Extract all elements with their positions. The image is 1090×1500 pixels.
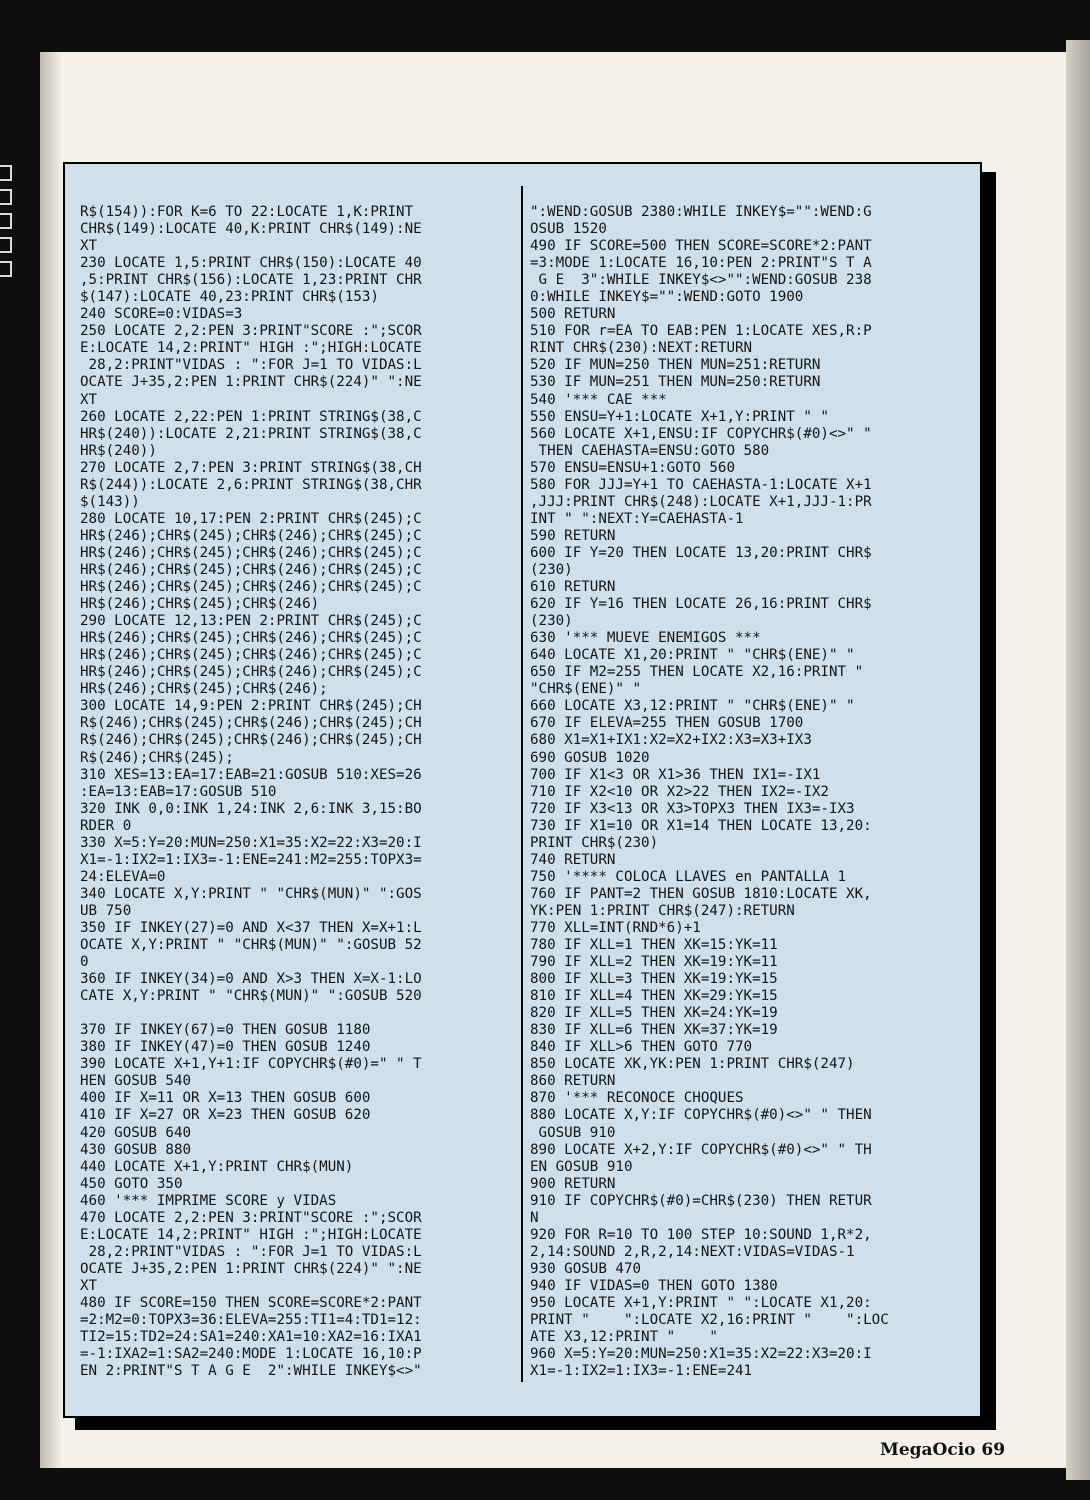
code-line: HR$(246);CHR$(245);CHR$(246);CHR$(245);C [80, 579, 422, 596]
listing-right-column [530, 204, 970, 1380]
code-line: HR$(240)) [80, 442, 157, 459]
code-line: 420 GOSUB 640 [80, 1124, 192, 1141]
code-line: R$(244)):LOCATE 2,6:PRINT STRING$(38,CHR [80, 476, 422, 493]
code-line: 340 LOCATE X,Y:PRINT " "CHR$(MUN)" ":GOS [80, 885, 422, 902]
code-line: 710 IF X2<10 OR X2>22 THEN IX2=-IX2 [530, 783, 829, 800]
code-line [80, 1005, 500, 1022]
code-line: 28,2:PRINT"VIDAS : ":FOR J=1 TO VIDAS:L [80, 1243, 422, 1260]
code-line: E:LOCATE 14,2:PRINT" HIGH :";HIGH:LOCATE [80, 340, 422, 357]
column-divider [521, 186, 523, 1382]
code-line: 800 IF XLL=3 THEN XK=19:YK=15 [530, 971, 778, 988]
code-line: 680 X1=X1+IX1:X2=X2+IX2:X3=X3+IX3 [530, 732, 812, 749]
code-line: 880 LOCATE X,Y:IF COPYCHR$(#0)<>" " THEN [530, 1107, 872, 1124]
code-line: =3:MODE 1:LOCATE 16,10:PEN 2:PRINT"S T A [530, 255, 872, 272]
code-line: 28,2:PRINT"VIDAS : ":FOR J=1 TO VIDAS:L [80, 357, 422, 374]
code-line: ,5:PRINT CHR$(156):LOCATE 1,23:PRINT CHR [80, 272, 422, 289]
code-line: (230) [530, 561, 573, 578]
code-line: TI2=15:TD2=24:SA1=240:XA1=10:XA2=16:IXA1 [80, 1329, 422, 1346]
code-line: 820 IF XLL=5 THEN XK=24:YK=19 [530, 1005, 778, 1022]
code-line: INT " ":NEXT:Y=CAEHASTA-1 [530, 510, 744, 527]
code-line: 230 LOCATE 1,5:PRINT CHR$(150):LOCATE 40 [80, 255, 422, 272]
code-line: 790 IF XLL=2 THEN XK=19:YK=11 [530, 954, 778, 971]
code-line: HR$(246);CHR$(245);CHR$(246);CHR$(245);C [80, 630, 422, 647]
code-line: OCATE J+35,2:PEN 1:PRINT CHR$(224)" ":NE [80, 374, 422, 391]
code-line: 770 XLL=INT(RND*6)+1 [530, 919, 701, 936]
page-folio: MegaOcio 69 [880, 1440, 1006, 1460]
code-line: XT [80, 391, 98, 408]
code-line: 700 IF X1<3 OR X1>36 THEN IX1=-IX1 [530, 766, 821, 783]
code-line: 830 IF XLL=6 THEN XK=37:YK=19 [530, 1022, 778, 1039]
code-line: HEN GOSUB 540 [80, 1073, 192, 1090]
code-line: 240 SCORE=0:VIDAS=3 [80, 306, 243, 323]
code-line: 810 IF XLL=4 THEN XK=29:YK=15 [530, 988, 778, 1005]
code-line: OCATE J+35,2:PEN 1:PRINT CHR$(224)" ":NE [80, 1260, 422, 1277]
code-line: 670 IF ELEVA=255 THEN GOSUB 1700 [530, 715, 804, 732]
code-line: 360 IF INKEY(34)=0 AND X>3 THEN X=X-1:LO [80, 971, 422, 988]
code-line: 370 IF INKEY(67)=0 THEN GOSUB 1180 [80, 1022, 371, 1039]
code-line: 460 '*** IMPRIME SCORE y VIDAS [80, 1192, 337, 1209]
code-line: 430 GOSUB 880 [80, 1141, 192, 1158]
code-line: 2,14:SOUND 2,R,2,14:NEXT:VIDAS=VIDAS-1 [530, 1243, 855, 1260]
code-line: R$(246);CHR$(245); [80, 749, 234, 766]
code-line: 640 LOCATE X1,20:PRINT " "CHR$(ENE)" " [530, 647, 855, 664]
code-line: 560 LOCATE X+1,ENSU:IF COPYCHR$(#0)<>" " [530, 425, 872, 442]
code-line: 660 LOCATE X3,12:PRINT " "CHR$(ENE)" " [530, 698, 855, 715]
code-line: :EA=13:EAB=17:GOSUB 510 [80, 783, 277, 800]
code-line: ":WEND:GOSUB 2380:WHILE INKEY$="":WEND:G [530, 204, 872, 220]
code-line: ,JJJ:PRINT CHR$(248):LOCATE X+1,JJJ-1:PR [530, 493, 872, 510]
code-line: 930 GOSUB 470 [530, 1260, 642, 1277]
code-line: 960 X=5:Y=20:MUN=250:X1=35:X2=22:X3=20:I [530, 1346, 872, 1363]
code-line: PRINT CHR$(230) [530, 834, 659, 851]
code-line: 270 LOCATE 2,7:PEN 3:PRINT STRING$(38,CH [80, 459, 422, 476]
code-line: CHR$(149):LOCATE 40,K:PRINT CHR$(149):NE [80, 221, 422, 238]
code-line: 580 FOR JJJ=Y+1 TO CAEHASTA-1:LOCATE X+1 [530, 476, 872, 493]
code-line: 610 RETURN [530, 579, 616, 596]
code-line: RDER 0 [80, 817, 132, 834]
code-line: 720 IF X3<13 OR X3>TOPX3 THEN IX3=-IX3 [530, 800, 855, 817]
code-line: 300 LOCATE 14,9:PEN 2:PRINT CHR$(245);CH [80, 698, 422, 715]
code-line: 450 GOTO 350 [80, 1175, 183, 1192]
code-line: ATE X3,12:PRINT " " [530, 1329, 718, 1346]
code-line: 600 IF Y=20 THEN LOCATE 13,20:PRINT CHR$ [530, 544, 872, 561]
code-line: 620 IF Y=16 THEN LOCATE 26,16:PRINT CHR$ [530, 596, 872, 613]
code-line: 890 LOCATE X+2,Y:IF COPYCHR$(#0)<>" " TH [530, 1141, 872, 1158]
code-line: X1=-1:IX2=1:IX3=-1:ENE=241:M2=255:TOPX3= [80, 851, 422, 868]
code-line: 440 LOCATE X+1,Y:PRINT CHR$(MUN) [80, 1158, 354, 1175]
code-line: 740 RETURN [530, 851, 616, 868]
code-line: HR$(246);CHR$(245);CHR$(246);CHR$(245);C [80, 544, 422, 561]
code-line: HR$(246);CHR$(245);CHR$(246);CHR$(245);C [80, 561, 422, 578]
code-line: EN GOSUB 910 [530, 1158, 633, 1175]
code-line: 320 INK 0,0:INK 1,24:INK 2,6:INK 3,15:BO [80, 800, 422, 817]
code-line: N [530, 1209, 539, 1226]
code-line: 290 LOCATE 12,13:PEN 2:PRINT CHR$(245);C [80, 613, 422, 630]
code-line: XT [80, 238, 98, 255]
code-line: GOSUB 910 [530, 1124, 616, 1141]
code-line: 590 RETURN [530, 527, 616, 544]
code-line: 850 LOCATE XK,YK:PEN 1:PRINT CHR$(247) [530, 1056, 855, 1073]
code-line: 940 IF VIDAS=0 THEN GOTO 1380 [530, 1277, 778, 1294]
code-line: 490 IF SCORE=500 THEN SCORE=SCORE*2:PANT [530, 238, 872, 255]
code-line: 630 '*** MUEVE ENEMIGOS *** [530, 630, 761, 647]
code-line: 500 RETURN [530, 306, 616, 323]
code-line: 410 IF X=27 OR X=23 THEN GOSUB 620 [80, 1107, 371, 1124]
code-line: =-1:IXA2=1:SA2=240:MODE 1:LOCATE 16,10:P [80, 1346, 422, 1363]
code-line: HR$(246);CHR$(245);CHR$(246) [80, 596, 320, 613]
code-line: R$(246);CHR$(245);CHR$(246);CHR$(245);CH [80, 732, 422, 749]
page-gutter-shadow [40, 52, 62, 1468]
code-line: 260 LOCATE 2,22:PEN 1:PRINT STRING$(38,C [80, 408, 422, 425]
code-line: 840 IF XLL>6 THEN GOTO 770 [530, 1039, 753, 1056]
code-line: 24:ELEVA=0 [80, 868, 166, 885]
code-line: 390 LOCATE X+1,Y+1:IF COPYCHR$(#0)=" " T [80, 1056, 422, 1073]
listing-left-column [80, 204, 500, 1380]
code-line: 380 IF INKEY(47)=0 THEN GOSUB 1240 [80, 1039, 371, 1056]
code-line: 470 LOCATE 2,2:PEN 3:PRINT"SCORE :";SCOR [80, 1209, 422, 1226]
code-line: EN 2:PRINT"S T A G E 2":WHILE INKEY$<>" [80, 1363, 422, 1380]
code-line: (230) [530, 613, 573, 630]
code-line: 550 ENSU=Y+1:LOCATE X+1,Y:PRINT " " [530, 408, 829, 425]
code-line: 950 LOCATE X+1,Y:PRINT " ":LOCATE X1,20: [530, 1295, 872, 1311]
code-line: 920 FOR R=10 TO 100 STEP 10:SOUND 1,R*2, [530, 1226, 872, 1243]
code-line: XT [80, 1277, 98, 1294]
code-line: "CHR$(ENE)" " [530, 681, 642, 698]
code-line: 310 XES=13:EA=17:EAB=21:GOSUB 510:XES=26 [80, 766, 422, 783]
code-line: 330 X=5:Y=20:MUN=250:X1=35:X2=22:X3=20:I [80, 834, 422, 851]
code-line: 780 IF XLL=1 THEN XK=15:YK=11 [530, 937, 778, 954]
code-line: =2:M2=0:TOPX3=36:ELEVA=255:TI1=4:TD1=12: [80, 1312, 422, 1329]
code-line: X1=-1:IX2=1:IX3=-1:ENE=241 [530, 1363, 753, 1380]
code-line: HR$(246);CHR$(245);CHR$(246);CHR$(245);C [80, 664, 422, 681]
code-line: E:LOCATE 14,2:PRINT" HIGH :";HIGH:LOCATE [80, 1226, 422, 1243]
code-line: 400 IF X=11 OR X=13 THEN GOSUB 600 [80, 1090, 371, 1107]
code-line: 0:WHILE INKEY$="":WEND:GOTO 1900 [530, 289, 804, 306]
code-line: 350 IF INKEY(27)=0 AND X<37 THEN X=X+1:L [80, 919, 422, 936]
code-line: 760 IF PANT=2 THEN GOSUB 1810:LOCATE XK, [530, 885, 872, 902]
code-line: YK:PEN 1:PRINT CHR$(247):RETURN [530, 902, 795, 919]
code-line: 280 LOCATE 10,17:PEN 2:PRINT CHR$(245);C [80, 510, 422, 527]
code-line: 900 RETURN [530, 1175, 616, 1192]
code-line: G E 3":WHILE INKEY$<>"":WEND:GOSUB 238 [530, 272, 872, 289]
code-line: OCATE X,Y:PRINT " "CHR$(MUN)" ":GOSUB 52 [80, 937, 422, 954]
code-line: HR$(246);CHR$(245);CHR$(246);CHR$(245);C [80, 647, 422, 664]
code-line: $(143)) [80, 493, 140, 510]
code-line: 910 IF COPYCHR$(#0)=CHR$(230) THEN RETUR [530, 1192, 872, 1209]
code-line: HR$(246);CHR$(245);CHR$(246); [80, 681, 328, 698]
code-line: 690 GOSUB 1020 [530, 749, 650, 766]
code-line: RINT CHR$(230):NEXT:RETURN [530, 340, 753, 357]
code-line: 480 IF SCORE=150 THEN SCORE=SCORE*2:PANT [80, 1295, 422, 1311]
code-line: 750 '**** COLOCA LLAVES en PANTALLA 1 [530, 868, 847, 885]
code-line: 540 '*** CAE *** [530, 391, 667, 408]
page-edge [1066, 40, 1090, 1480]
code-line: 530 IF MUN=251 THEN MUN=250:RETURN [530, 374, 821, 391]
code-line: 520 IF MUN=250 THEN MUN=251:RETURN [530, 357, 821, 374]
code-line: 860 RETURN [530, 1073, 616, 1090]
code-line: 570 ENSU=ENSU+1:GOTO 560 [530, 459, 735, 476]
code-line: PRINT " ":LOCATE X2,16:PRINT " ":LOC [530, 1312, 889, 1329]
left-margin-marks [0, 165, 12, 285]
code-line: 510 FOR r=EA TO EAB:PEN 1:LOCATE XES,R:P [530, 323, 872, 340]
code-line: R$(154)):FOR K=6 TO 22:LOCATE 1,K:PRINT [80, 204, 414, 220]
code-line: THEN CAEHASTA=ENSU:GOTO 580 [530, 442, 770, 459]
code-line: 250 LOCATE 2,2:PEN 3:PRINT"SCORE :";SCOR [80, 323, 422, 340]
code-line: 0 [80, 954, 89, 971]
code-line: 870 '*** RECONOCE CHOQUES [530, 1090, 744, 1107]
code-line: $(147):LOCATE 40,23:PRINT CHR$(153) [80, 289, 379, 306]
code-line: HR$(240)):LOCATE 2,21:PRINT STRING$(38,C [80, 425, 422, 442]
code-line: R$(246);CHR$(245);CHR$(246);CHR$(245);CH [80, 715, 422, 732]
code-line: HR$(246);CHR$(245);CHR$(246);CHR$(245);C [80, 527, 422, 544]
code-line: 650 IF M2=255 THEN LOCATE X2,16:PRINT " [530, 664, 864, 681]
code-line: CATE X,Y:PRINT " "CHR$(MUN)" ":GOSUB 520 [80, 988, 422, 1005]
code-line: 730 IF X1=10 OR X1=14 THEN LOCATE 13,20: [530, 817, 872, 834]
code-line: UB 750 [80, 902, 132, 919]
code-line: OSUB 1520 [530, 221, 607, 238]
